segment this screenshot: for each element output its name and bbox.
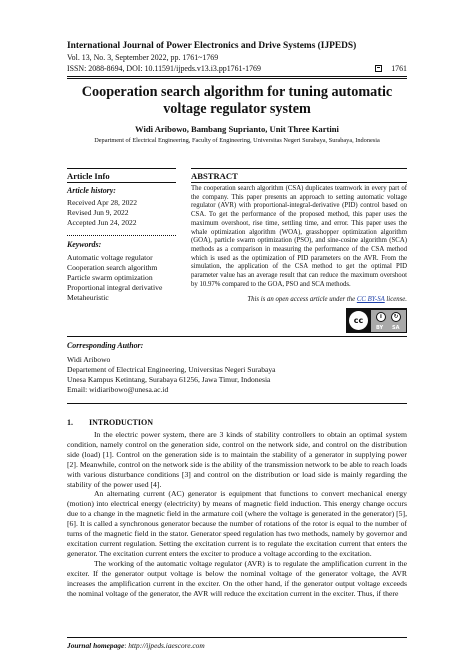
keywords-divider bbox=[67, 235, 176, 236]
footer-rule bbox=[67, 637, 407, 638]
journal-homepage bbox=[67, 641, 205, 650]
history-accepted: Accepted Jun 24, 2022 bbox=[67, 218, 137, 227]
keyword-item: Cooperation search algorithm bbox=[67, 263, 158, 272]
cc-by-sa-badge[interactable] bbox=[346, 308, 407, 333]
page-icon bbox=[375, 65, 382, 72]
issn-doi-line: ISSN: 2088-8694, DOI: 10.11591/ijpeds.v13.i3.pp1761-1769 bbox=[67, 64, 261, 73]
article-history bbox=[67, 198, 176, 228]
abstract-text: The cooperation search algorithm (CSA) duplicates teamwork in every part of the company. This paper presents an approach to setting automatic voltage regulator (AVR) with proportional-integral-derivative (PID) control based on CSA. To get the performance of the proposed method, this paper uses the maximum overshoot, rise time, settling time, and error. This paper uses the whale optimization algorithm (WOA), grasshopper optimization algorithm (GOA), particle swarm optimization (PSO), and sine-cosine algorithm (SCA) methods as a comparison in measuring the performance of the CSA method which is used as the optimization of PID parameters on the AVR. From the simulation, the application of the CSA method to get the optimal PID parameter value has an average result that can reduce the maximum overshoot by 10.97% compared to the GOA, PSO and SCA methods. bbox=[191, 185, 407, 288]
author-name: Widi Aribowo bbox=[67, 355, 111, 364]
volume-line: Vol. 13, No. 3, September 2022, pp. 1761~1769 bbox=[67, 53, 219, 62]
author-email: Email: widiaribowo@unesa.ac.id bbox=[67, 385, 169, 394]
license-panel bbox=[371, 310, 406, 332]
history-received: Received Apr 28, 2022 bbox=[67, 198, 138, 207]
license-link[interactable]: CC BY-SA bbox=[356, 296, 385, 303]
article-history-label: Article history: bbox=[67, 186, 116, 195]
page-number-group bbox=[375, 64, 407, 73]
journal-title: International Journal of Power Electronics and Drive Systems (IJPEDS) bbox=[67, 41, 357, 51]
keywords-list bbox=[67, 253, 176, 303]
keyword-item: Automatic voltage regulator bbox=[67, 253, 153, 262]
corresponding-author-label: Corresponding Author: bbox=[67, 341, 144, 350]
open-access-suffix: license. bbox=[384, 296, 407, 303]
keywords-label: Keywords: bbox=[67, 240, 102, 249]
article-info-rule bbox=[67, 182, 176, 183]
sa-label: SA bbox=[392, 325, 400, 331]
introduction-body bbox=[67, 430, 407, 598]
affiliation: Department of Electrical Engineering, Faculty of Engineering, Universitas Negeri Surabaya, Surabaya, Indonesia bbox=[94, 137, 380, 144]
open-access-prefix: This is an open access article under the bbox=[247, 296, 357, 303]
open-access-statement bbox=[191, 296, 407, 303]
homepage-label: Journal homepage bbox=[67, 641, 125, 650]
intro-paragraph: An alternating current (AC) generator is equipment that functions to convert mechanical energy (motion) into electrical energy (electricity) by means of magnetic field induction. This energy change occurs due to a change in the magnetic field in the armature coil (where the voltage is generated in the generator) [5], [6]. It is called a synchronous generator because the number of rotations of the rotor is equal to the number of turns of the magnetic field in the stator. Generator speed regulation has two methods, namely by governor and excitation current regulation. Setting the excitation current is to regulate the excitation current that enters the generator. The excitation current enters the exciter to produce a voltage according to the excitation. bbox=[67, 489, 407, 558]
introduction-heading: 1. INTRODUCTION bbox=[67, 418, 154, 427]
paper-title: Cooperation search algorithm for tuning automatic voltage regulator system bbox=[81, 84, 393, 117]
keyword-item: Particle swarm optimization bbox=[67, 273, 153, 282]
page-number: 1761 bbox=[391, 64, 407, 73]
abstract-rule bbox=[191, 182, 407, 183]
homepage-url[interactable]: http://ijpeds.iaescore.com bbox=[128, 641, 205, 650]
corresponding-author-details bbox=[67, 355, 407, 395]
cc-icon: cc bbox=[349, 311, 368, 330]
abstract-heading: ABSTRACT bbox=[191, 171, 238, 181]
article-info-rule-top bbox=[67, 168, 176, 169]
intro-paragraph: In the electric power system, there are 3 kinds of stability controllers to obtain an optimal system condition, namely control on the generation side, control on the network side, and control on the distribution side (load) [1]. Control on the generation side is to maintain the stability of a generator in supplying power [2]. Meanwhile, control on the network side is the ability of the transmission network to be able to reach loads with various disturbance conditions [3] and control on the distribution or load side is mainly regarding the stability of the power used [4]. bbox=[67, 430, 407, 489]
abstract-rule-top bbox=[191, 168, 407, 169]
authors: Widi Aribowo, Bambang Suprianto, Unit Three Kartini bbox=[135, 124, 339, 134]
intro-paragraph: The working of the automatic voltage regulator (AVR) is to regulate the amplification current in the exciter. If the generator output voltage is below the nominal voltage of the generator voltage, the AVR increases the amplification current in the exciter. On the other hand, if the generator output voltage exceeds the nominal voltage of the generator, the AVR will reduce the excitation current in the exciter. Thus, if there bbox=[67, 558, 407, 598]
keyword-item: Metaheuristic bbox=[67, 293, 109, 302]
article-info-heading: Article Info bbox=[67, 171, 110, 181]
author-department: Departement of Electrical Engineering, Universitas Negeri Surabaya bbox=[67, 365, 276, 374]
corresponding-rule-bottom bbox=[67, 403, 407, 404]
history-revised: Revised Jun 9, 2022 bbox=[67, 208, 129, 217]
header-rule bbox=[67, 76, 407, 77]
homepage-separator: : bbox=[124, 641, 129, 650]
keyword-item: Proportional integral derivative bbox=[67, 283, 163, 292]
attribution-icon: i bbox=[376, 312, 386, 322]
by-label: BY bbox=[376, 325, 384, 331]
corresponding-rule-top bbox=[67, 336, 407, 337]
author-address: Unesa Kampus Ketintang, Surabaya 61256, Jawa Timur, Indonesia bbox=[67, 375, 271, 384]
header-rule-double bbox=[67, 78, 407, 79]
share-alike-icon: ↻ bbox=[391, 312, 401, 322]
